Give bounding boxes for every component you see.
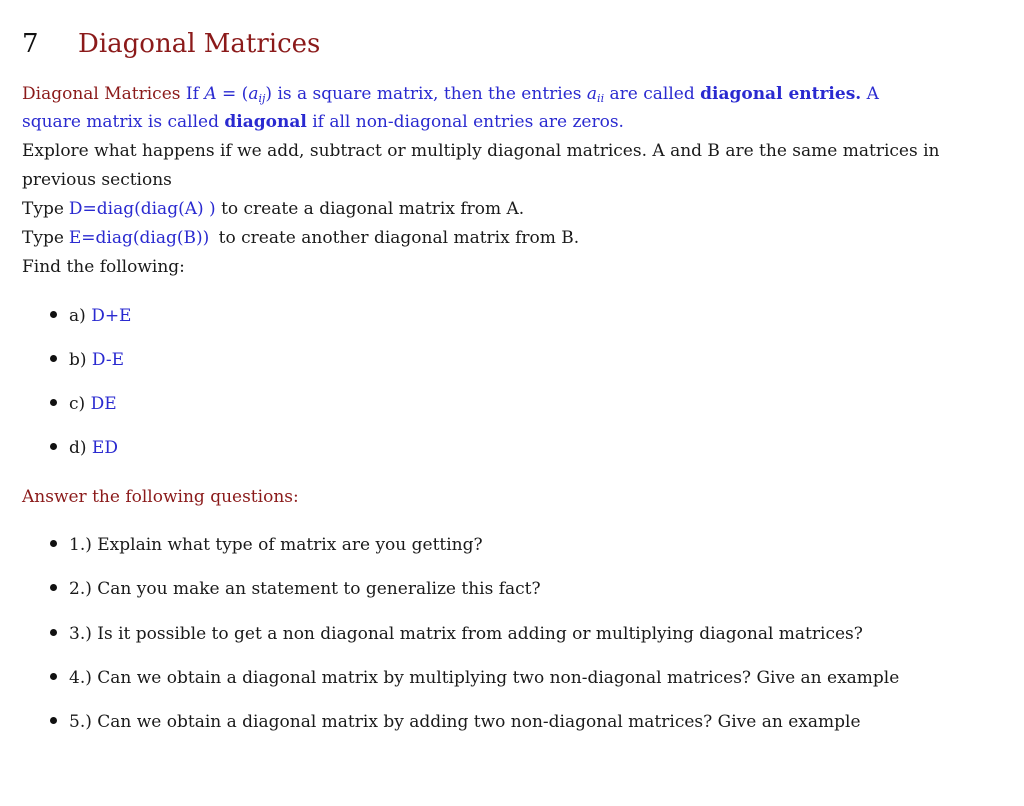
bullet-icon bbox=[50, 399, 57, 406]
entry-a-symbol: a bbox=[248, 84, 259, 104]
list-item bbox=[50, 348, 124, 372]
diag-entry-a-symbol: a bbox=[586, 84, 598, 104]
task-label: a) bbox=[69, 306, 86, 326]
task-label: c) bbox=[69, 394, 86, 414]
definition-text-1: is a square matrix, then the entries bbox=[277, 84, 582, 104]
definition-line-1 bbox=[22, 82, 879, 106]
type1-suffix: to create a diagonal matrix from A. bbox=[221, 199, 525, 219]
list-item bbox=[50, 577, 541, 601]
type2-prefix: Type bbox=[22, 228, 64, 248]
paren-open: ( bbox=[241, 84, 249, 104]
task-label: d) bbox=[69, 438, 87, 458]
list-item bbox=[50, 392, 117, 416]
type-instruction-1 bbox=[22, 197, 524, 221]
list-item bbox=[50, 533, 483, 557]
matrix-A-symbol: A bbox=[204, 84, 217, 104]
bullet-icon bbox=[50, 443, 57, 450]
bullet-icon bbox=[50, 540, 57, 547]
definition-text-3: A bbox=[866, 84, 879, 104]
list-item bbox=[50, 666, 899, 690]
question-text: 3.) Is it possible to get a non diagonal matrix from adding or multiplying diagonal matrices? bbox=[69, 624, 863, 644]
list-item bbox=[50, 710, 861, 734]
task-expression: DE bbox=[90, 394, 117, 414]
paren-close: ) bbox=[265, 84, 273, 104]
definition-bold-diagonal: diagonal bbox=[224, 112, 307, 132]
bullet-icon bbox=[50, 717, 57, 724]
question-text: 2.) Can you make an statement to generalize this fact? bbox=[69, 579, 541, 599]
explore-line-1: Explore what happens if we add, subtract or multiply diagonal matrices. A and B are the same matrices in bbox=[22, 141, 940, 161]
type1-code: D=diag(diag(A) ) bbox=[68, 199, 216, 219]
type1-prefix: Type bbox=[22, 199, 64, 219]
questions-heading: Answer the following questions: bbox=[22, 487, 299, 507]
question-text: 4.) Can we obtain a diagonal matrix by multiplying two non-diagonal matrices? Give an example bbox=[69, 668, 900, 688]
list-item bbox=[50, 436, 118, 460]
definition-lead: Diagonal Matrices bbox=[22, 84, 181, 104]
definition-bold-diagonal-entries: diagonal entries. bbox=[700, 84, 862, 104]
definition-text-2: are called bbox=[609, 84, 695, 104]
explore-line-2: previous sections bbox=[22, 170, 172, 190]
entry-ij-subscript: ij bbox=[258, 92, 266, 105]
bullet-icon bbox=[50, 584, 57, 591]
definition-if: If bbox=[185, 84, 199, 104]
definition-line2-start: square matrix is called bbox=[22, 112, 219, 132]
task-label: b) bbox=[69, 350, 87, 370]
definition-line2-end: if all non-diagonal entries are zeros. bbox=[312, 112, 624, 132]
list-item bbox=[50, 304, 131, 328]
type-instruction-2 bbox=[22, 226, 579, 250]
task-expression: D-E bbox=[91, 350, 125, 370]
entry-ii-subscript: ii bbox=[597, 92, 605, 105]
task-expression: ED bbox=[91, 438, 118, 458]
section-number: 7 bbox=[22, 29, 39, 59]
bullet-icon bbox=[50, 311, 57, 318]
type2-code: E=diag(diag(B)) bbox=[68, 228, 210, 248]
list-item bbox=[50, 622, 863, 646]
definition-line-2 bbox=[22, 110, 624, 134]
find-following: Find the following: bbox=[22, 257, 185, 277]
bullet-icon bbox=[50, 629, 57, 636]
bullet-icon bbox=[50, 355, 57, 362]
task-expression: D+E bbox=[91, 306, 132, 326]
type2-suffix: to create another diagonal matrix from B. bbox=[218, 228, 580, 248]
section-heading bbox=[22, 26, 320, 62]
question-text: 1.) Explain what type of matrix are you getting? bbox=[69, 535, 483, 555]
bullet-icon bbox=[50, 673, 57, 680]
section-title: Diagonal Matrices bbox=[78, 29, 321, 59]
equals-sign: = bbox=[222, 84, 237, 104]
question-text: 5.) Can we obtain a diagonal matrix by adding two non-diagonal matrices? Give an example bbox=[69, 712, 861, 732]
